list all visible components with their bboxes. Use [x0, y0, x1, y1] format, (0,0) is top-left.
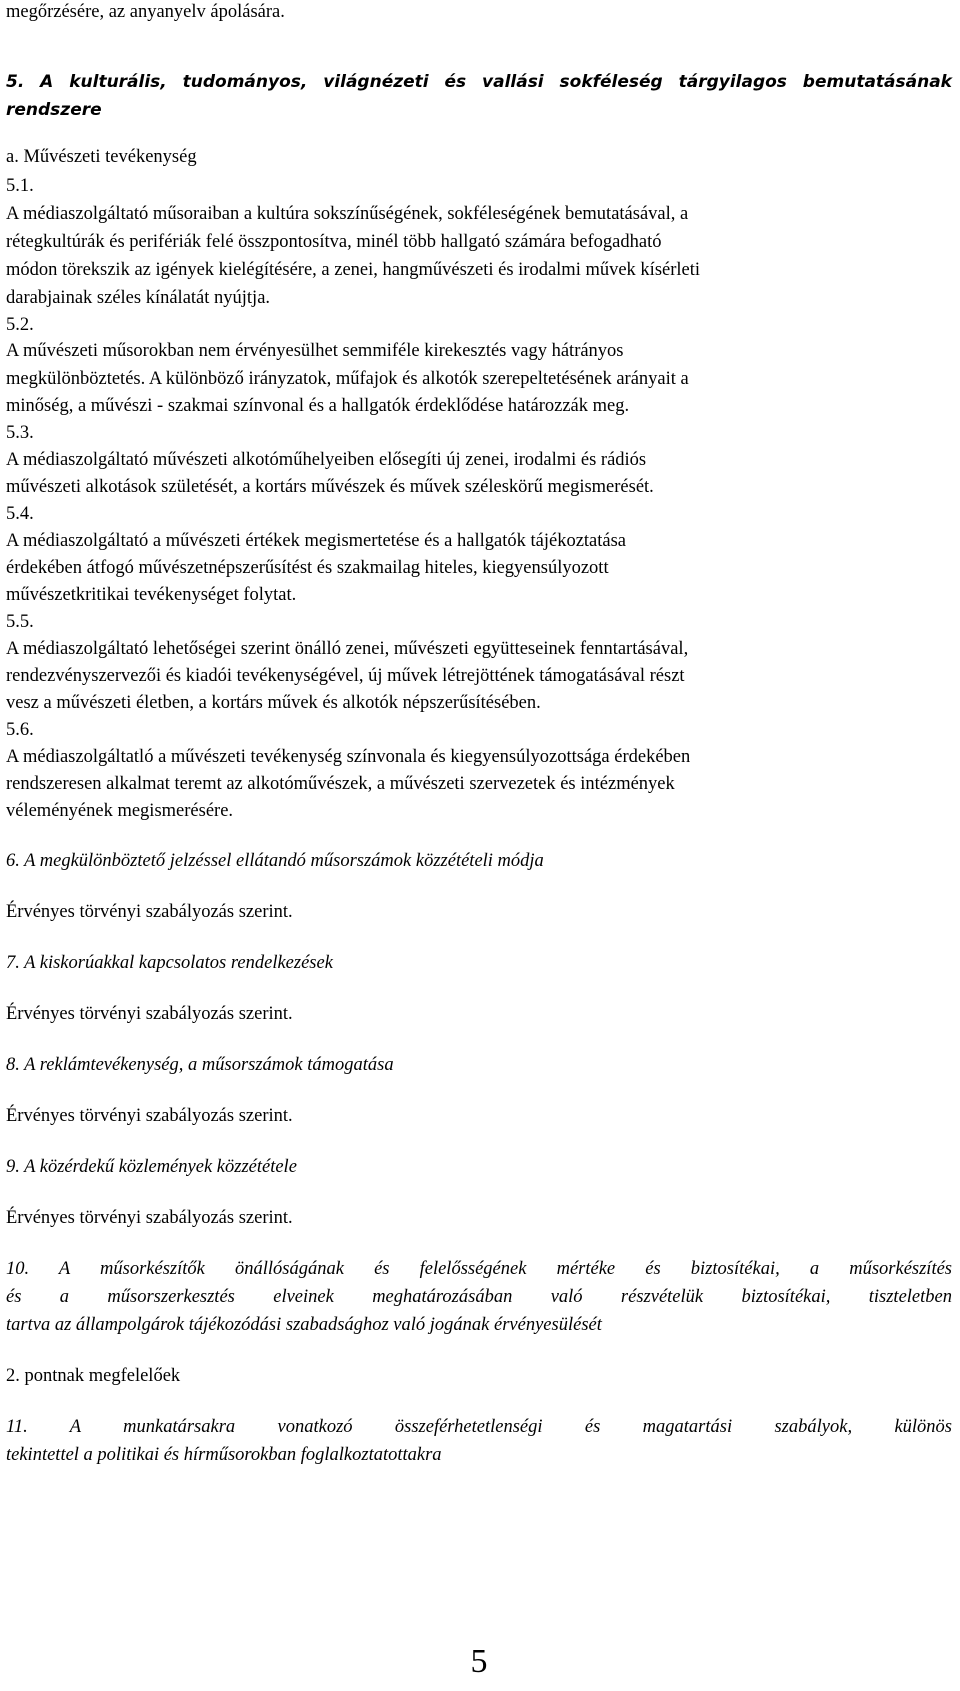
item-number-5-5: 5.5.	[6, 612, 34, 632]
paragraph-line: A médiaszolgáltató műsoraiban a kultúra sokszínűségének, sokféleségének bemutatásával, a	[6, 204, 689, 224]
paragraph-line: A médiaszolgáltató lehetőségei szerint önálló zenei, művészeti együtteseinek fenntartásával,	[6, 639, 689, 659]
paragraph-line: vesz a művészeti életben, a kortárs művek és alkotók népszerűsítésében.	[6, 693, 541, 713]
section-9-body: Érvényes törvényi szabályozás szerint.	[6, 1208, 293, 1228]
item-number-5-2: 5.2.	[6, 315, 34, 335]
section-8-heading: 8. A reklámtevékenység, a műsorszámok támogatása	[6, 1055, 394, 1075]
section-10-heading: 10. A műsorkészítők önállóságának és felelősségének mértéke és biztosítékai, a műsorkészítés	[6, 1259, 952, 1279]
section-10-heading-cont: tartva az állampolgárok tájékozódási szabadsághoz való jogának érvényesülését	[6, 1315, 602, 1335]
paragraph-line: A médiaszolgáltató művészeti alkotóműhelyeiben elősegíti új zenei, irodalmi és rádiós	[6, 450, 647, 470]
item-number-5-1: 5.1.	[6, 176, 34, 196]
page-number: 5	[470, 1643, 488, 1680]
paragraph-line: módon törekszik az igények kielégítésére, a zenei, hangművészeti és irodalmi művek kísérleti	[6, 260, 701, 280]
section-11-heading: 11. A munkatársakra vonatkozó összeférhetetlenségi és magatartási szabályok, különös	[6, 1417, 952, 1437]
paragraph-line: véleményének megismerésére.	[6, 801, 234, 821]
section-5-heading-cont: rendszere	[6, 100, 102, 120]
section-7-heading: 7. A kiskorúakkal kapcsolatos rendelkezések	[6, 953, 333, 973]
item-number-5-6: 5.6.	[6, 720, 34, 740]
item-number-5-3: 5.3.	[6, 423, 34, 443]
item-number-5-4: 5.4.	[6, 504, 34, 524]
paragraph-line: A művészeti műsorokban nem érvényesülhet semmiféle kirekesztés vagy hátrányos	[6, 341, 624, 361]
section-8-body: Érvényes törvényi szabályozás szerint.	[6, 1106, 293, 1126]
subsection-a-title: a. Művészeti tevékenység	[6, 147, 197, 167]
paragraph-line: minőség, a művészi - szakmai színvonal és a hallgatók érdeklődése határozzák meg.	[6, 396, 630, 416]
section-6-body: Érvényes törvényi szabályozás szerint.	[6, 902, 293, 922]
section-10-body: 2. pontnak megfelelőek	[6, 1366, 181, 1386]
paragraph-line: rendszeresen alkalmat teremt az alkotóművészek, a művészeti szervezetek és intézmények	[6, 774, 675, 794]
section-6-heading: 6. A megkülönböztető jelzéssel ellátandó műsorszámok közzétételi módja	[6, 851, 544, 871]
paragraph-line: rétegkultúrák és perifériák felé összpontosítva, minél több hallgató számára befogadható	[6, 232, 662, 252]
section-11-heading-cont: tekintettel a politikai és hírműsorokban foglalkoztatottakra	[6, 1445, 442, 1465]
section-10-heading-cont: és a műsorszerkesztés elveinek meghatározásában való részvételük biztosítékai, tiszteletben	[6, 1287, 952, 1307]
paragraph-line: A médiaszolgáltató a művészeti értékek megismertetése és a hallgatók tájékoztatása	[6, 531, 627, 551]
paragraph-line: megkülönböztetés. A különböző irányzatok, műfajok és alkotók szerepeltetésének arányait a	[6, 369, 689, 389]
paragraph-line: művészeti alkotások születését, a kortárs művészek és művek széleskörű megismerését.	[6, 477, 654, 497]
section-5-heading: 5. A kulturális, tudományos, világnézeti és vallási sokféleség tárgyilagos bemutatásának	[6, 72, 952, 92]
section-7-body: Érvényes törvényi szabályozás szerint.	[6, 1004, 293, 1024]
paragraph-line: rendezvényszervezői és kiadói tevékenységével, új művek létrejöttének támogatásával részt	[6, 666, 685, 686]
section-9-heading: 9. A közérdekű közlemények közzététele	[6, 1157, 297, 1177]
paragraph-line: művészetkritikai tevékenységet folytat.	[6, 585, 297, 605]
paragraph-line: érdekében átfogó művészetnépszerűsítést és szakmailag hiteles, kiegyensúlyozott	[6, 558, 609, 578]
intro-tail-text: megőrzésére, az anyanyelv ápolására.	[6, 2, 285, 22]
paragraph-line: darabjainak széles kínálatát nyújtja.	[6, 288, 271, 308]
paragraph-line: A médiaszolgáltatló a művészeti tevékenység színvonala és kiegyensúlyozottsága érdekében	[6, 747, 691, 767]
